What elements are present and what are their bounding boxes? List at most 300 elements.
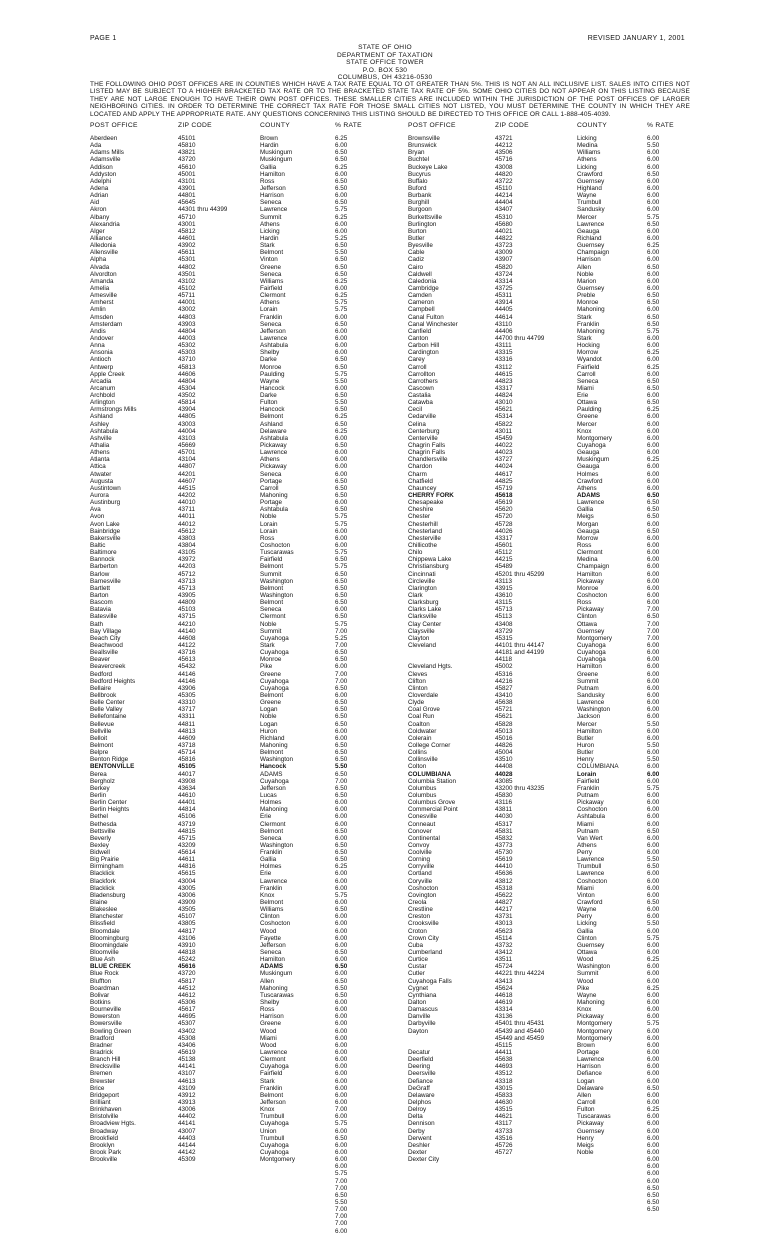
county-cell: Athens — [577, 156, 597, 164]
rate-cell: 7.00 — [335, 1184, 348, 1192]
zip-code-cell: 45432 — [178, 663, 196, 671]
rate-cell: 6.50 — [647, 613, 660, 621]
rate-cell: 6.50 — [335, 720, 348, 728]
zip-code-cell: 45720 — [495, 513, 513, 521]
rate-cell: 6.25 — [647, 349, 660, 357]
zip-code-cell: 43013 — [495, 920, 513, 928]
zip-code-cell: 44030 — [495, 813, 513, 821]
rate-cell: 6.25 — [335, 163, 348, 171]
zip-code-cell: 43724 — [495, 270, 513, 278]
county-cell: Holmes — [260, 863, 282, 871]
post-office-cell: Chippewa Lake — [408, 556, 452, 564]
post-office-cell: Chandlersville — [408, 456, 448, 464]
county-cell: Morgan — [577, 520, 599, 528]
rate-cell: 7.00 — [647, 634, 660, 642]
post-office-cell: Addyston — [90, 170, 117, 178]
rate-cell: 6.25 — [647, 406, 660, 414]
zip-code-cell: 43105 — [178, 549, 196, 557]
rate-cell: 6.50 — [335, 649, 348, 657]
post-office-cell: Derby — [408, 1127, 425, 1135]
rate-cell: 6.00 — [647, 177, 660, 185]
post-office-cell: Alvada — [90, 263, 110, 271]
county-cell: Hamilton — [260, 170, 285, 178]
post-office-cell: Derwent — [408, 1134, 432, 1142]
county-cell: Clermont — [260, 820, 286, 828]
zip-code-cell: 43314 — [495, 277, 513, 285]
zip-code-cell: 44212 — [495, 142, 513, 150]
rate-cell: 7.00 — [335, 1106, 348, 1114]
rate-cell: 7.00 — [335, 1177, 348, 1185]
county-cell: Putnam — [577, 684, 599, 692]
rate-cell: 7.00 — [335, 1206, 348, 1214]
county-cell: Fulton — [260, 399, 278, 407]
rate-cell: 6.50 — [335, 392, 348, 400]
rate-cell: 6.00 — [335, 449, 348, 457]
rate-cell: 6.00 — [647, 977, 660, 985]
post-office-cell: Deering — [408, 1063, 431, 1071]
zip-code-cell: 43811 — [495, 806, 513, 814]
zip-code-cell: 45622 — [495, 891, 513, 899]
rate-cell: 6.00 — [647, 656, 660, 664]
post-office-cell: Clarksville — [408, 613, 437, 621]
zip-code-cell: 43407 — [495, 206, 513, 214]
county-cell: Hamilton — [577, 727, 602, 735]
rate-cell: 6.50 — [335, 420, 348, 428]
rate-cell: 6.50 — [335, 442, 348, 450]
zip-code-cell: 45113 — [495, 613, 513, 621]
post-office-cell: Conneaut — [408, 820, 436, 828]
county-cell: Geauga — [577, 527, 600, 535]
county-cell: Vinton — [260, 256, 278, 264]
post-office-cell: Canfield — [408, 327, 432, 335]
zip-code-cell: 44201 — [178, 470, 196, 478]
post-office-cell: Coldwater — [408, 727, 437, 735]
rate-cell: 6.00 — [335, 170, 348, 178]
county-cell: Trumbull — [260, 1134, 285, 1142]
zip-code-cell: 44619 — [495, 999, 513, 1007]
rate-cell: 6.00 — [335, 527, 348, 535]
zip-code-cell: 45713 — [178, 584, 196, 592]
county-cell: Athens — [260, 299, 280, 307]
county-cell: Montgomery — [577, 434, 612, 442]
county-cell: Greene — [260, 263, 282, 271]
zip-code-cell: 45106 — [178, 813, 196, 821]
rate-cell: 6.00 — [335, 1227, 348, 1235]
post-office-cell: Chilo — [408, 549, 423, 557]
zip-code-cell: 45619 — [178, 1049, 196, 1056]
zip-code-cell: 43804 — [178, 542, 196, 550]
rate-cell: 6.00 — [647, 877, 660, 885]
county-cell: COLUMBIANA — [577, 763, 619, 771]
rate-cell: 6.00 — [647, 1049, 660, 1056]
rate-cell: 6.50 — [647, 377, 660, 385]
rate-cell: 6.00 — [647, 949, 660, 957]
rate-cell: 6.00 — [335, 1098, 348, 1106]
zip-code-cell: 45820 — [495, 263, 513, 271]
rate-cell: 6.50 — [647, 399, 660, 407]
post-office-cell: Conover — [408, 827, 432, 835]
zip-code-column — [495, 135, 544, 1156]
column-header-zip-code: ZIP CODE — [178, 122, 212, 129]
county-cell: Clinton — [260, 913, 280, 921]
rate-cell: 6.00 — [647, 713, 660, 721]
post-office-cell: Brewster — [90, 1077, 115, 1085]
post-office-cell: Burgoon — [408, 206, 432, 214]
post-office-cell: Burton — [408, 227, 427, 235]
zip-code-cell: 45620 — [495, 506, 513, 514]
county-cell: Ross — [260, 177, 275, 185]
post-office-cell: Andis — [90, 327, 106, 335]
zip-code-cell: 43906 — [178, 684, 196, 692]
post-office-cell: Bloomingdale — [90, 941, 129, 949]
rate-cell: 7.00 — [335, 1220, 348, 1228]
county-cell: Brown — [260, 135, 278, 142]
rate-cell: 6.00 — [335, 999, 348, 1007]
zip-code-cell: 45303 — [178, 349, 196, 357]
zip-code-cell: 43110 — [495, 320, 513, 328]
county-cell: Portage — [260, 499, 283, 507]
zip-code-cell: 45307 — [178, 1020, 196, 1028]
zip-code-cell: 45449 and 45459 — [495, 1034, 545, 1042]
post-office-cell: Collinsville — [408, 756, 438, 764]
post-office-cell: Benton Ridge — [90, 756, 129, 764]
county-cell: Fulton — [577, 1106, 595, 1114]
rate-cell: 5.25 — [335, 234, 348, 242]
rate-cell: 6.00 — [335, 434, 348, 442]
post-office-cell: Amelia — [90, 284, 110, 292]
agency-address — [0, 44, 770, 82]
rate-cell: 6.50 — [647, 220, 660, 228]
county-cell: Gallia — [577, 506, 594, 514]
post-office-cell: Barnesville — [90, 577, 121, 585]
zip-code-cell: 43315 — [495, 349, 513, 357]
zip-code-cell: 44614 — [495, 313, 513, 321]
rate-cell: 6.50 — [335, 741, 348, 749]
post-office-cell: Corryville — [408, 863, 435, 871]
county-cell: Logan — [260, 720, 278, 728]
rate-cell: 6.50 — [647, 299, 660, 307]
post-office-cell: Ava — [90, 506, 101, 514]
rate-cell: 6.50 — [335, 320, 348, 328]
post-office-cell: Canal Winchester — [408, 320, 458, 328]
county-cell: Wayne — [577, 906, 597, 914]
county-cell: Erie — [260, 813, 272, 821]
post-office-cell: Beaver — [90, 656, 110, 664]
zip-code-cell: 45616 — [178, 963, 196, 971]
post-office-cell: Coal Grove — [408, 706, 440, 714]
post-office-cell: Cambridge — [408, 284, 439, 292]
county-cell: Jefferson — [260, 1098, 286, 1106]
post-office-cell: BLUE CREEK — [90, 963, 131, 971]
county-cell: Erie — [260, 870, 272, 878]
rate-cell: 6.00 — [335, 1148, 348, 1156]
zip-code-cell: 45489 — [495, 563, 513, 571]
zip-code-cell: 43413 — [495, 977, 513, 985]
post-office-cell: Burkettsville — [408, 213, 442, 221]
county-cell: Franklin — [577, 784, 600, 792]
zip-code-cell: 44221 thru 44224 — [495, 970, 545, 978]
post-office-cell: Butler — [408, 234, 425, 242]
post-office-cell: Byesville — [408, 242, 433, 250]
county-cell: Belmont — [260, 691, 284, 699]
zip-code-cell: 44023 — [495, 449, 513, 457]
post-office-cell: Belpre — [90, 749, 109, 757]
post-office-cell: Antwerp — [90, 363, 114, 371]
rate-cell: 6.00 — [647, 427, 660, 435]
county-cell: Shelby — [260, 999, 280, 1007]
county-cell: Muskingum — [260, 149, 293, 157]
post-office-cell: Ansonia — [90, 349, 113, 357]
post-office-cell: Caledonia — [408, 277, 437, 285]
county-cell: Washington — [260, 841, 294, 849]
zip-code-cell: 44805 — [178, 413, 196, 421]
zip-code-cell: 44146 — [178, 677, 196, 685]
zip-code-cell: 44693 — [495, 1063, 513, 1071]
post-office-cell: Cadiz — [408, 256, 425, 264]
post-office-cell: Beach City — [90, 634, 121, 642]
zip-code-cell: 44146 — [178, 670, 196, 678]
county-cell: Crawford — [577, 477, 603, 485]
rate-cell: 6.00 — [647, 306, 660, 314]
rate-cell: 6.00 — [335, 1056, 348, 1064]
rate-cell: 6.00 — [647, 849, 660, 857]
rate-cell: 6.00 — [647, 434, 660, 442]
rate-cell: 7.00 — [647, 606, 660, 614]
zip-code-cell: 44401 — [178, 799, 196, 807]
rate-cell: 6.50 — [335, 506, 348, 514]
zip-code-cell: 43610 — [495, 592, 513, 599]
zip-code-cell: 45612 — [178, 527, 196, 535]
zip-code-cell: 45315 — [495, 634, 513, 642]
post-office-cell: Decatur — [408, 1049, 431, 1056]
zip-code-cell: 44818 — [178, 949, 196, 957]
post-office-cell: Cuyahoga Falls — [408, 977, 452, 985]
county-cell: Pike — [577, 984, 590, 992]
county-cell: Williams — [260, 277, 284, 285]
post-office-column — [408, 135, 458, 1163]
zip-code-cell: 44822 — [495, 234, 513, 242]
rate-cell: 6.50 — [647, 384, 660, 392]
post-office-cell: Coryville — [408, 877, 433, 885]
column-header-county: COUNTY — [577, 122, 608, 129]
rate-cell: 5.75 — [335, 549, 348, 557]
post-office-cell: Birmingham — [90, 863, 124, 871]
county-cell: Shelby — [260, 349, 280, 357]
post-office-cell: Blacklick — [90, 884, 115, 892]
rate-cell: 6.50 — [647, 827, 660, 835]
zip-code-cell: 45601 — [495, 542, 513, 550]
county-cell: Franklin — [260, 313, 283, 321]
post-office-cell: Alvordton — [90, 270, 117, 278]
rate-cell: 5.75 — [647, 784, 660, 792]
rate-cell: 6.25 — [335, 277, 348, 285]
rate-cell: 5.50 — [335, 1198, 348, 1206]
post-office-cell: Austinburg — [90, 499, 121, 507]
county-cell: Logan — [577, 1077, 595, 1085]
post-office-cell: Albany — [90, 213, 110, 221]
county-cell: Noble — [260, 513, 277, 521]
post-office-cell: Clayton — [408, 634, 430, 642]
zip-code-cell: 45833 — [495, 1091, 513, 1099]
rate-cell: 6.00 — [335, 820, 348, 828]
rate-cell: 6.50 — [335, 263, 348, 271]
rate-cell: 6.00 — [335, 663, 348, 671]
county-cell: Stark — [577, 313, 592, 321]
county-cell: Trumbull — [260, 1113, 285, 1121]
rate-cell: 5.75 — [647, 327, 660, 335]
rate-cell: 6.00 — [647, 820, 660, 828]
rate-cell: 6.00 — [335, 1127, 348, 1135]
post-office-cell: Deshler — [408, 1141, 430, 1149]
rate-cell: 5.50 — [647, 920, 660, 928]
county-cell: Highland — [577, 184, 602, 192]
agency-line: STATE OFFICE TOWER — [346, 59, 424, 67]
zip-code-cell: 45016 — [495, 734, 513, 742]
county-cell: Greene — [260, 670, 282, 678]
zip-code-cell: 45816 — [178, 756, 196, 764]
zip-code-cell: 45619 — [495, 856, 513, 864]
county-cell: Mercer — [577, 213, 597, 221]
zip-code-cell: 43915 — [495, 584, 513, 592]
county-cell: Knox — [577, 427, 592, 435]
zip-code-cell: 43903 — [178, 320, 196, 328]
zip-code-cell: 43506 — [495, 149, 513, 157]
zip-code-cell: 43010 — [495, 399, 513, 407]
rate-cell: 6.00 — [335, 1034, 348, 1042]
rate-cell: 6.00 — [647, 1163, 660, 1171]
post-office-cell: Coshocton — [408, 884, 439, 892]
zip-code-cell: 43907 — [495, 256, 513, 264]
county-cell: Knox — [577, 1006, 592, 1014]
rate-cell: 6.50 — [647, 1198, 660, 1206]
rate-cell: 6.00 — [647, 1177, 660, 1185]
zip-code-cell: 44801 — [178, 192, 196, 200]
rate-cell: 6.50 — [335, 613, 348, 621]
rate-cell: 6.00 — [647, 1063, 660, 1071]
rate-cell: 5.50 — [335, 763, 348, 771]
post-office-cell: Blaine — [90, 899, 108, 907]
county-cell: Hancock — [260, 406, 285, 414]
county-cell: Miami — [260, 1034, 277, 1042]
post-office-cell: Bakersville — [90, 534, 121, 542]
post-office-cell: Burghill — [408, 199, 429, 207]
zip-code-cell: 43715 — [178, 613, 196, 621]
county-cell: Mahoning — [260, 984, 288, 992]
zip-code-cell: 43821 — [178, 149, 196, 157]
zip-code-cell: 45610 — [178, 163, 196, 171]
post-office-cell: Ashland — [90, 413, 113, 421]
post-office-cell: Blanchester — [90, 913, 124, 921]
rate-cell: 6.00 — [335, 227, 348, 235]
post-office-cell: Bellevue — [90, 720, 115, 728]
rate-cell: 6.00 — [647, 1170, 660, 1178]
county-cell: Seneca — [260, 470, 282, 478]
county-cell: Mahoning — [577, 306, 605, 314]
rate-cell: 5.50 — [647, 142, 660, 150]
rate-cell: 6.00 — [647, 413, 660, 421]
zip-code-cell: 44820 — [495, 170, 513, 178]
rate-cell: 5.50 — [647, 856, 660, 864]
post-office-cell: Delphos — [408, 1098, 432, 1106]
zip-code-cell: 43731 — [495, 913, 513, 921]
county-cell: Ottawa — [577, 399, 597, 407]
rate-cell: 6.00 — [647, 770, 660, 778]
post-office-cell: Delaware — [408, 1091, 435, 1099]
rate-cell: 6.00 — [335, 970, 348, 978]
post-office-cell: Belmont — [90, 741, 114, 749]
zip-code-cell: 43317 — [495, 534, 513, 542]
county-cell: Miami — [577, 384, 594, 392]
rate-cell: 6.25 — [335, 135, 348, 142]
county-cell: Wayne — [577, 991, 597, 999]
post-office-cell: Convoy — [408, 841, 430, 849]
zip-code-cell: 44403 — [178, 1134, 196, 1142]
zip-code-cell: 43136 — [495, 1013, 513, 1021]
rate-cell: 6.50 — [647, 506, 660, 514]
rate-cell: 6.00 — [335, 941, 348, 949]
column-header-county: COUNTY — [260, 122, 291, 129]
post-office-cell: Cloverdale — [408, 691, 439, 699]
county-cell: Lorain — [260, 306, 278, 314]
county-cell: Clinton — [577, 613, 597, 621]
rate-cell: 6.00 — [335, 870, 348, 878]
county-cell: Cuyahoga — [260, 634, 289, 642]
rate-cell: 6.00 — [647, 420, 660, 428]
zip-code-cell: 43716 — [178, 649, 196, 657]
county-cell: Clermont — [577, 549, 603, 557]
county-cell: ADAMS — [260, 963, 284, 971]
county-cell: Geauga — [577, 449, 600, 457]
zip-code-cell: 45459 — [495, 434, 513, 442]
rate-cell: 6.00 — [647, 777, 660, 785]
rate-cell: 6.50 — [335, 991, 348, 999]
rate-cell: 6.50 — [335, 484, 348, 492]
rate-cell: 6.00 — [647, 1141, 660, 1149]
county-cell: Cuyahoga — [260, 684, 289, 692]
zip-code-cell: 45304 — [178, 384, 196, 392]
county-cell: Butler — [577, 749, 594, 757]
zip-code-cell: 45716 — [495, 156, 513, 164]
post-office-cell: Cleveland Hgts. — [408, 663, 453, 671]
county-cell: Washington — [260, 577, 294, 585]
county-cell: Jefferson — [260, 184, 286, 192]
rate-cell: 6.00 — [647, 584, 660, 592]
post-office-cell — [408, 656, 458, 663]
post-office-cell: Clinton — [408, 684, 428, 692]
county-cell: Stark — [260, 242, 275, 250]
zip-code-cell: 44101 thru 44147 — [495, 641, 545, 649]
zip-code-cell: 45002 — [495, 663, 513, 671]
post-office-cell: Adelphi — [90, 177, 112, 185]
rate-cell: 6.00 — [647, 592, 660, 599]
post-office-cell: Brice — [90, 1084, 105, 1092]
rate-cell: 6.00 — [647, 1056, 660, 1064]
zip-code-cell: 43904 — [178, 406, 196, 414]
rate-cell: 6.50 — [335, 756, 348, 764]
county-cell: Lorain — [577, 770, 597, 778]
zip-code-cell: 45730 — [495, 849, 513, 857]
county-cell: Greene — [577, 413, 599, 421]
post-office-cell: Ashtabula — [90, 427, 119, 435]
zip-code-cell: 44621 — [495, 1113, 513, 1121]
post-office-cell: Buffalo — [408, 177, 428, 185]
zip-code-cell: 43732 — [495, 941, 513, 949]
county-cell: Belmont — [260, 584, 284, 592]
post-office-cell: Bergholz — [90, 777, 115, 785]
county-cell: Cuyahoga — [260, 1141, 289, 1149]
post-office-cell: Atwater — [90, 470, 112, 478]
post-office-cell: Conesville — [408, 813, 438, 821]
